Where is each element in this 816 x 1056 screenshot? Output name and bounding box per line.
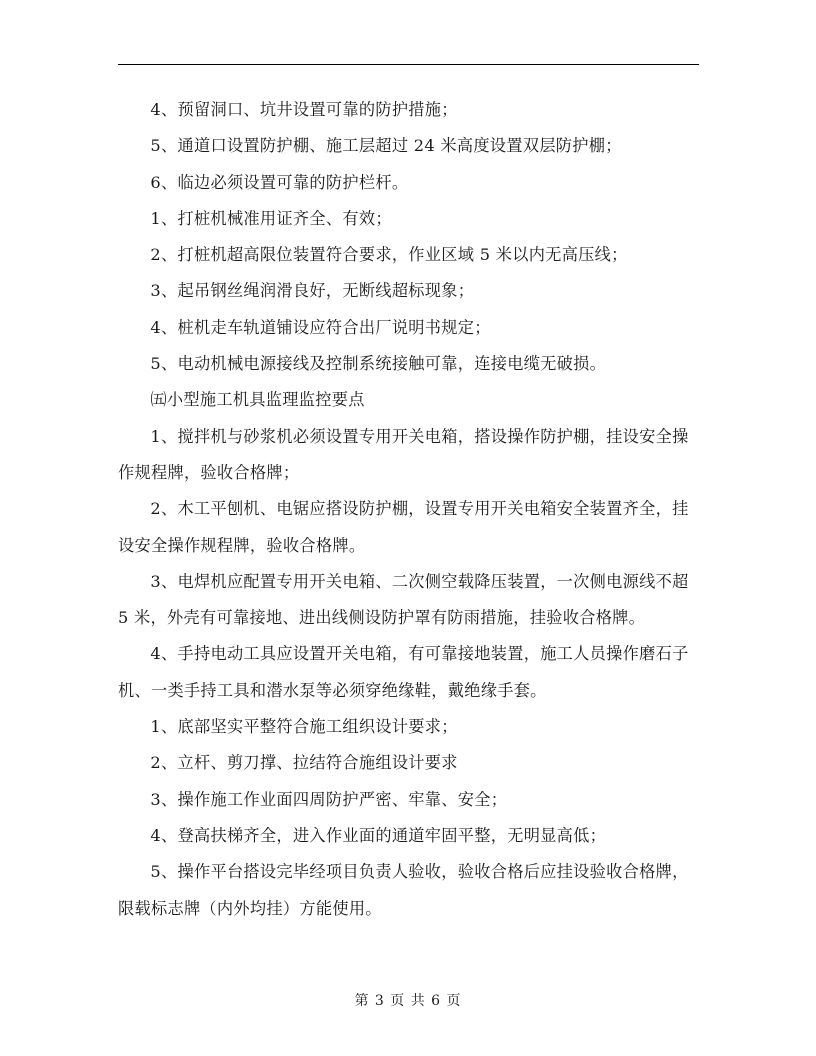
paragraph: 3、电焊机应配置专用开关电箱、二次侧空载降压装置，一次侧电源线不超 5 米，外壳有可靠接地、进出线侧设防护罩有防雨措施，挂验收合格牌。 xyxy=(118,571,689,628)
paragraph: 4、桩机走车轨道铺设应符合出厂说明书规定； xyxy=(150,317,491,337)
page-number-footer: 第 3 页 共 6 页 xyxy=(354,993,462,1009)
document-body xyxy=(118,92,699,927)
section-heading: ㈤小型施工机具监理监控要点 xyxy=(150,390,365,410)
paragraph: 1、底部坚实平整符合施工组织设计要求； xyxy=(150,717,458,737)
paragraph: 2、立杆、剪刀撑、拉结符合施组设计要求 xyxy=(150,753,458,773)
paragraph: 5、通道口设置防护棚、施工层超过 24 米高度设置双层防护棚； xyxy=(150,136,622,156)
paragraph: 1、打桩机械准用证齐全、有效； xyxy=(150,208,392,228)
paragraph: 4、预留洞口、坑井设置可靠的防护措施； xyxy=(150,100,458,119)
paragraph: 5、电动机械电源接线及控制系统接触可靠，连接电缆无破损。 xyxy=(150,354,607,374)
paragraph: 4、登高扶梯齐全，进入作业面的通道牢固平整，无明显高低； xyxy=(150,825,607,845)
paragraph: 2、木工平刨机、电锯应搭设防护棚，设置专用开关电箱安全装置齐全，挂设安全操作规程牌，验收合格牌。 xyxy=(118,499,689,555)
paragraph: 3、操作施工作业面四周防护严密、牢靠、安全； xyxy=(150,789,508,809)
paragraph: 5、操作平台搭设完毕经项目负责人验收，验收合格后应挂设验收合格牌，限载标志牌（内外均挂）方能使用。 xyxy=(118,862,689,918)
paragraph: 6、临边必须设置可靠的防护栏杆。 xyxy=(150,172,409,192)
paragraph: 1、搅拌机与砂浆机必须设置专用开关电箱，搭设操作防护棚，挂设安全操作规程牌，验收合格牌； xyxy=(118,426,689,482)
paragraph: 4、手持电动工具应设置开关电箱，有可靠接地装置，施工人员操作磨石子机、一类手持工具和潜水泵等必须穿绝缘鞋，戴绝缘手套。 xyxy=(118,644,689,700)
header-rule xyxy=(118,64,699,65)
paragraph: 3、起吊钢丝绳润滑良好，无断线超标现象； xyxy=(150,281,475,301)
paragraph: 2、打桩机超高限位装置符合要求，作业区域 5 米以内无高压线； xyxy=(150,245,628,265)
